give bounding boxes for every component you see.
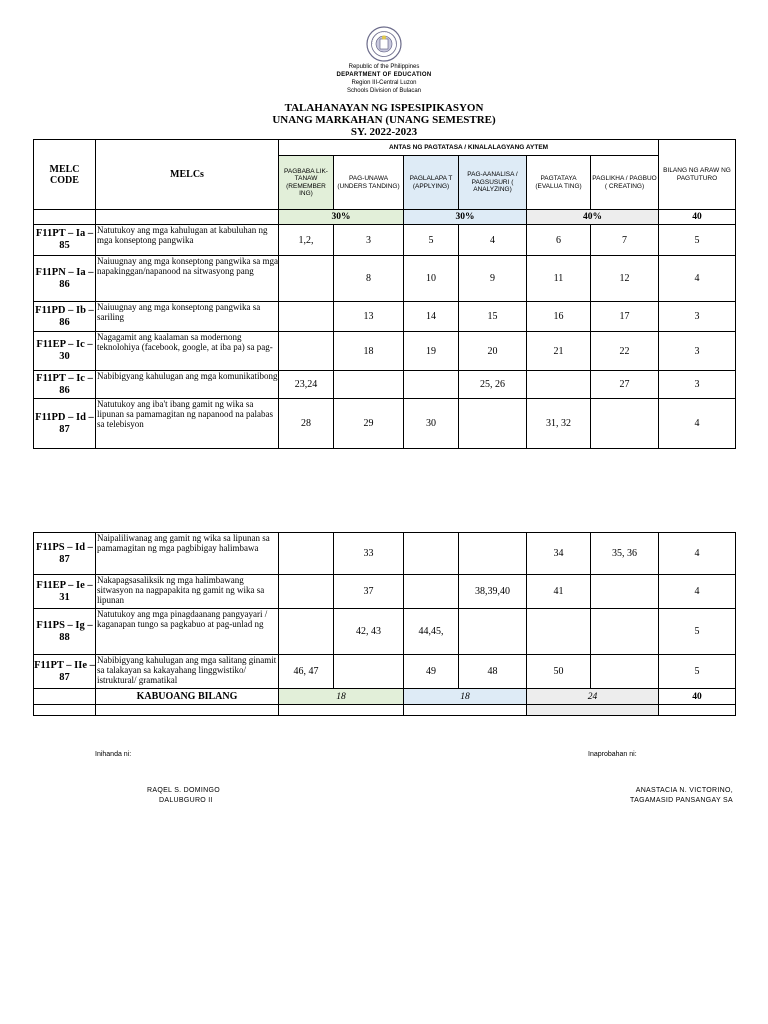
department-text: DEPARTMENT OF EDUCATION xyxy=(336,72,432,78)
region-text: Region III-Central Luzon xyxy=(351,80,417,86)
melc-description xyxy=(96,225,279,256)
melc-description xyxy=(96,655,279,689)
days-cell: 3 xyxy=(659,302,736,332)
item-cell xyxy=(591,655,659,689)
level-understanding: PAG-UNAWA (UNDERS TANDING) xyxy=(334,156,404,210)
item-cell: 13 xyxy=(334,302,404,332)
item-cell: 9 xyxy=(459,256,527,302)
item-cell: 34 xyxy=(527,533,591,575)
item-cell xyxy=(404,371,459,399)
melc-code: F11PT – Ic – 86 xyxy=(34,371,96,399)
table-row xyxy=(34,575,736,609)
melc-code: F11EP – Ie – 31 xyxy=(34,575,96,609)
melc-description xyxy=(96,256,279,302)
preparer-name: RAQEL S. DOMINGO xyxy=(147,787,220,794)
item-cell xyxy=(404,533,459,575)
table-row xyxy=(34,371,736,399)
table-row xyxy=(34,302,736,332)
item-cell: 22 xyxy=(591,332,659,371)
item-cell xyxy=(527,609,591,655)
item-cell xyxy=(279,575,334,609)
assessment-level-header: ANTAS NG PAGTATASA / KINALALAGYANG AYTEM xyxy=(279,140,659,156)
item-cell xyxy=(334,371,404,399)
melc-description xyxy=(96,399,279,449)
item-cell: 31, 32 xyxy=(527,399,591,449)
item-cell: 7 xyxy=(591,225,659,256)
days-cell: 4 xyxy=(659,575,736,609)
table-row xyxy=(34,332,736,371)
melc-code: F11EP – Ic – 30 xyxy=(34,332,96,371)
pct-lower: 30% xyxy=(279,210,404,225)
item-cell: 29 xyxy=(334,399,404,449)
melc-text: Nakapagsasaliksik ng mga halimbawang sitwasyon na nagpapakita ng gamit ng wika sa lipunan xyxy=(97,575,265,605)
doc-subtitle: UNANG MARKAHAN (UNANG SEMESTRE) xyxy=(272,114,496,126)
melcs-header: MELCs xyxy=(96,140,279,210)
item-cell xyxy=(591,399,659,449)
days-cell: 5 xyxy=(659,609,736,655)
item-cell: 30 xyxy=(404,399,459,449)
melc-text: Nabibigyang kahulugan ang mga komunikatibong xyxy=(97,371,278,381)
doc-title: TALAHANAYAN NG ISPESIPIKASYON xyxy=(284,102,484,114)
item-cell: 19 xyxy=(404,332,459,371)
item-cell xyxy=(279,533,334,575)
item-cell: 38,39,40 xyxy=(459,575,527,609)
melc-description xyxy=(96,332,279,371)
total-lower: 18 xyxy=(279,689,404,705)
school-year: SY. 2022-2023 xyxy=(350,126,418,138)
melc-description xyxy=(96,575,279,609)
melc-text: Nagagamit ang kaalaman sa modernong teknolohiya (facebook, google, at iba pa) sa pag- xyxy=(97,332,273,352)
level-applying: PAGLALAPA T (APPLYING) xyxy=(404,156,459,210)
item-cell: 21 xyxy=(527,332,591,371)
melc-text: Natutukoy ang iba't ibang gamit ng wika sa lipunan sa pamamagitan ng napanood na palabas sa telebisyon xyxy=(97,399,273,429)
pct-middle: 30% xyxy=(404,210,527,225)
republic-text: Republic of the Philippines xyxy=(348,64,420,70)
melc-code: F11PD – Id – 87 xyxy=(34,399,96,449)
melc-code: F11PT – Ia – 85 xyxy=(34,225,96,256)
melc-description xyxy=(96,609,279,655)
melc-description xyxy=(96,302,279,332)
item-cell: 41 xyxy=(527,575,591,609)
item-cell: 8 xyxy=(334,256,404,302)
level-evaluating: PAGTATAYA (EVALUA TING) xyxy=(527,156,591,210)
item-cell xyxy=(591,609,659,655)
preparer-title: DALUBGURO II xyxy=(159,797,213,804)
melc-code: F11PD – Ib – 86 xyxy=(34,302,96,332)
item-cell: 15 xyxy=(459,302,527,332)
table-row xyxy=(34,225,736,256)
approver-title: TAGAMASID PANSANGAY SA xyxy=(630,797,733,804)
item-cell: 23,24 xyxy=(279,371,334,399)
level-analyzing: PAG-AANALISA / PAGSUSURI ( ANALYZING) xyxy=(459,156,527,210)
level-remembering: PAGBABA LIK-TANAW (REMEMBER ING) xyxy=(279,156,334,210)
melc-code: F11PN – Ia – 86 xyxy=(34,256,96,302)
item-cell: 4 xyxy=(459,225,527,256)
days-cell: 3 xyxy=(659,332,736,371)
item-cell xyxy=(459,609,527,655)
days-header: BILANG NG ARAW NG PAGTUTURO xyxy=(659,140,736,210)
item-cell: 11 xyxy=(527,256,591,302)
days-cell: 4 xyxy=(659,256,736,302)
table-row xyxy=(34,256,736,302)
item-cell xyxy=(334,655,404,689)
melc-text: Naipaliliwanag ang gamit ng wika sa lipunan sa pamamagitan ng mga pagbibigay halimbawa xyxy=(97,533,270,553)
item-cell: 1,2, xyxy=(279,225,334,256)
days-cell: 5 xyxy=(659,655,736,689)
item-cell: 50 xyxy=(527,655,591,689)
item-cell: 44,45, xyxy=(404,609,459,655)
item-cell xyxy=(459,399,527,449)
melc-description xyxy=(96,371,279,399)
melc-code: F11PS – Id – 87 xyxy=(34,533,96,575)
item-cell xyxy=(404,575,459,609)
item-cell: 20 xyxy=(459,332,527,371)
item-cell: 14 xyxy=(404,302,459,332)
melc-code: F11PT – IIe – 87 xyxy=(34,655,96,689)
item-cell: 6 xyxy=(527,225,591,256)
days-cell: 3 xyxy=(659,371,736,399)
pct-higher: 40% xyxy=(527,210,659,225)
item-cell: 17 xyxy=(591,302,659,332)
total-days: 40 xyxy=(659,210,736,225)
total-middle: 18 xyxy=(404,689,527,705)
item-cell xyxy=(279,609,334,655)
item-cell: 42, 43 xyxy=(334,609,404,655)
melc-description xyxy=(96,533,279,575)
days-cell: 5 xyxy=(659,225,736,256)
days-cell: 4 xyxy=(659,399,736,449)
total-label: KABUOANG BILANG xyxy=(96,689,279,705)
item-cell xyxy=(279,256,334,302)
item-cell: 16 xyxy=(527,302,591,332)
item-cell: 33 xyxy=(334,533,404,575)
item-cell: 27 xyxy=(591,371,659,399)
prepared-by-label: Inihanda ni: xyxy=(95,751,132,758)
melc-text: Naiuugnay ang mga konseptong pangwika sa mga napakinggan/napanood na sitwasyong pang xyxy=(97,256,278,276)
item-cell xyxy=(279,302,334,332)
item-cell: 37 xyxy=(334,575,404,609)
table-row xyxy=(34,609,736,655)
item-cell: 48 xyxy=(459,655,527,689)
melc-code-header: MELC CODE xyxy=(34,140,96,210)
specification-table-continued xyxy=(33,532,736,716)
item-cell xyxy=(459,533,527,575)
deped-seal-icon xyxy=(366,26,402,62)
melc-text: Nabibigyang kahulugan ang mga salitang ginamit sa talakayan sa kakayahang linggwistiko/ istruktural/ gramatikal xyxy=(97,655,277,685)
total-items: 40 xyxy=(659,689,736,705)
item-cell xyxy=(591,575,659,609)
approved-by-label: Inaprobahan ni: xyxy=(588,751,637,758)
item-cell: 46, 47 xyxy=(279,655,334,689)
melc-text: Natutukoy ang mga pinagdaanang pangyayari / kaganapan tungo sa pagkabuo at pag-unlad ng xyxy=(97,609,268,629)
item-cell: 28 xyxy=(279,399,334,449)
item-cell: 18 xyxy=(334,332,404,371)
item-cell: 3 xyxy=(334,225,404,256)
item-cell xyxy=(527,371,591,399)
table-row xyxy=(34,399,736,449)
division-text: Schools Division of Bulacan xyxy=(346,88,422,94)
melc-code: F11PS – Ig – 88 xyxy=(34,609,96,655)
total-higher: 24 xyxy=(527,689,659,705)
level-creating: PAGLIKHA / PAGBUO ( CREATING) xyxy=(591,156,659,210)
item-cell: 25, 26 xyxy=(459,371,527,399)
item-cell: 49 xyxy=(404,655,459,689)
item-cell: 5 xyxy=(404,225,459,256)
melc-text: Naiuugnay ang mga konseptong pangwika sa sariling xyxy=(97,302,261,322)
days-cell: 4 xyxy=(659,533,736,575)
specification-table xyxy=(33,139,736,449)
table-row xyxy=(34,533,736,575)
item-cell: 35, 36 xyxy=(591,533,659,575)
table-row xyxy=(34,655,736,689)
item-cell: 12 xyxy=(591,256,659,302)
letterhead xyxy=(0,26,768,95)
melc-text: Natutukoy ang mga kahulugan at kabuluhan ng mga konseptong pangwika xyxy=(97,225,268,245)
approver-name: ANASTACIA N. VICTORINO, xyxy=(635,787,733,794)
item-cell xyxy=(279,332,334,371)
item-cell: 10 xyxy=(404,256,459,302)
